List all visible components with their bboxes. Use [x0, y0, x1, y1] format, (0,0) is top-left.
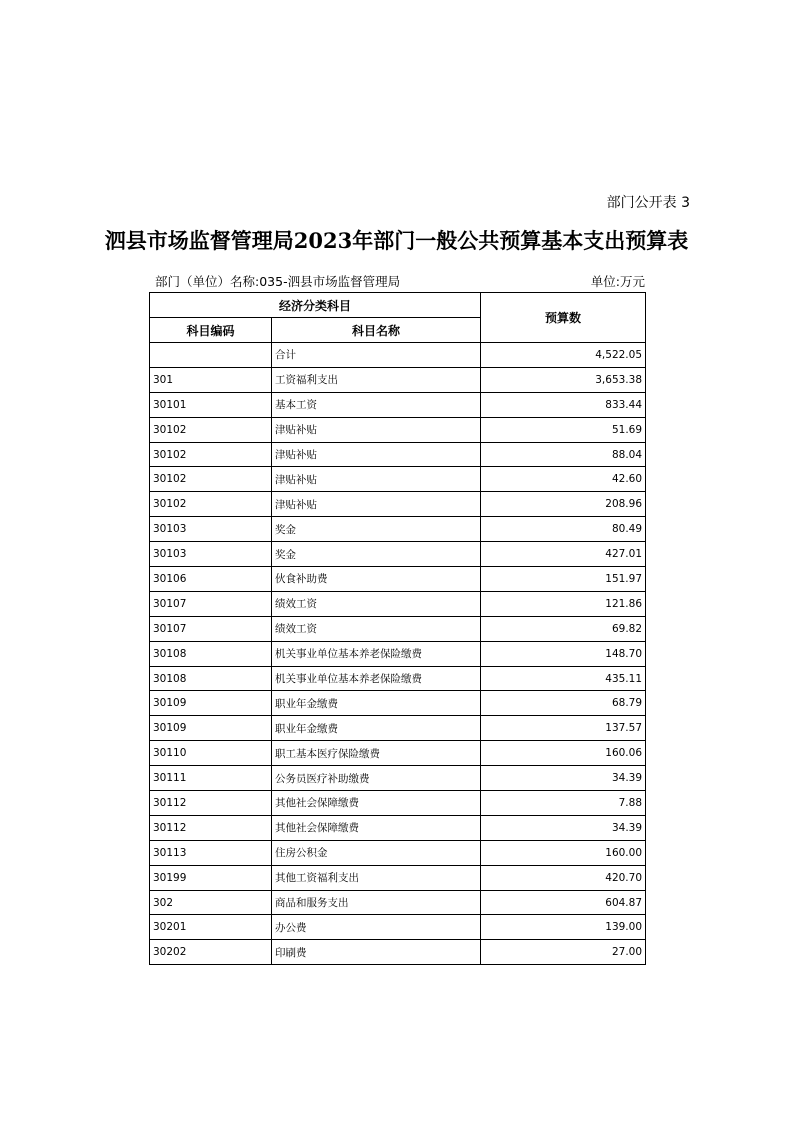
- table-row: [150, 766, 646, 791]
- code-cell: 30108: [150, 666, 272, 691]
- table-row: [150, 392, 646, 417]
- code-cell: 30108: [150, 641, 272, 666]
- table-row: [150, 616, 646, 641]
- table-row: [150, 343, 646, 368]
- name-cell: 合计: [272, 343, 481, 368]
- table-row: [150, 741, 646, 766]
- code-cell: 30107: [150, 591, 272, 616]
- name-cell: 伙食补助费: [272, 567, 481, 592]
- table-row: [150, 666, 646, 691]
- code-cell: 30103: [150, 517, 272, 542]
- name-cell: 津贴补贴: [272, 442, 481, 467]
- amount-cell: 139.00: [481, 915, 646, 940]
- amount-cell: 34.39: [481, 815, 646, 840]
- name-cell: 奖金: [272, 517, 481, 542]
- table-row: [150, 442, 646, 467]
- amount-cell: 137.57: [481, 716, 646, 741]
- budget-table: [149, 292, 646, 965]
- amount-cell: 69.82: [481, 616, 646, 641]
- code-cell: 30201: [150, 915, 272, 940]
- code-cell: 30102: [150, 467, 272, 492]
- page-title: 泗县市场监督管理局2023年部门一般公共预算基本支出预算表: [104, 228, 689, 253]
- name-cell: 工资福利支出: [272, 367, 481, 392]
- name-cell: 津贴补贴: [272, 467, 481, 492]
- amount-cell: 80.49: [481, 517, 646, 542]
- name-cell: 其他社会保障缴费: [272, 791, 481, 816]
- name-cell: 津贴补贴: [272, 492, 481, 517]
- name-cell: 机关事业单位基本养老保险缴费: [272, 641, 481, 666]
- name-cell: 绩效工资: [272, 616, 481, 641]
- name-cell: 职业年金缴费: [272, 691, 481, 716]
- name-cell: 印刷费: [272, 940, 481, 965]
- name-cell: 办公费: [272, 915, 481, 940]
- code-cell: 30102: [150, 442, 272, 467]
- table-row: [150, 865, 646, 890]
- code-cell: 30106: [150, 567, 272, 592]
- table-row: [150, 517, 646, 542]
- name-cell: 职工基本医疗保险缴费: [272, 741, 481, 766]
- amount-cell: 151.97: [481, 567, 646, 592]
- budget-table-body: [150, 343, 646, 965]
- unit-label: 单位:万元: [590, 274, 645, 289]
- code-cell: 30107: [150, 616, 272, 641]
- table-row: [150, 815, 646, 840]
- name-cell: 其他工资福利支出: [272, 865, 481, 890]
- amount-cell: 27.00: [481, 940, 646, 965]
- code-cell: 30102: [150, 492, 272, 517]
- table-row: [150, 492, 646, 517]
- code-cell: 30111: [150, 766, 272, 791]
- name-cell: 公务员医疗补助缴费: [272, 766, 481, 791]
- amount-cell: 68.79: [481, 691, 646, 716]
- amount-cell: 3,653.38: [481, 367, 646, 392]
- header-category: 经济分类科目: [150, 293, 481, 318]
- table-row: [150, 915, 646, 940]
- name-cell: 商品和服务支出: [272, 890, 481, 915]
- header-code: 科目编码: [150, 318, 272, 343]
- table-row: [150, 591, 646, 616]
- code-cell: 301: [150, 367, 272, 392]
- code-cell: 30109: [150, 691, 272, 716]
- department-name: 部门（单位）名称:035-泗县市场监督管理局: [155, 274, 401, 289]
- amount-cell: 51.69: [481, 417, 646, 442]
- name-cell: 住房公积金: [272, 840, 481, 865]
- table-row: [150, 691, 646, 716]
- name-cell: 其他社会保障缴费: [272, 815, 481, 840]
- code-cell: 30110: [150, 741, 272, 766]
- code-cell: 30113: [150, 840, 272, 865]
- name-cell: 绩效工资: [272, 591, 481, 616]
- amount-cell: 88.04: [481, 442, 646, 467]
- code-cell: 30103: [150, 542, 272, 567]
- amount-cell: 833.44: [481, 392, 646, 417]
- header-amount: 预算数: [481, 293, 646, 343]
- amount-cell: 4,522.05: [481, 343, 646, 368]
- table-row: [150, 940, 646, 965]
- header-name: 科目名称: [272, 318, 481, 343]
- amount-cell: 7.88: [481, 791, 646, 816]
- code-cell: 30109: [150, 716, 272, 741]
- amount-cell: 148.70: [481, 641, 646, 666]
- name-cell: 基本工资: [272, 392, 481, 417]
- table-row: [150, 716, 646, 741]
- amount-cell: 427.01: [481, 542, 646, 567]
- amount-cell: 435.11: [481, 666, 646, 691]
- amount-cell: 160.00: [481, 840, 646, 865]
- code-cell: 30199: [150, 865, 272, 890]
- name-cell: 奖金: [272, 542, 481, 567]
- table-row: [150, 641, 646, 666]
- code-cell: 30101: [150, 392, 272, 417]
- code-cell: 30202: [150, 940, 272, 965]
- code-cell: [150, 343, 272, 368]
- amount-cell: 34.39: [481, 766, 646, 791]
- name-cell: 职业年金缴费: [272, 716, 481, 741]
- table-row: [150, 791, 646, 816]
- amount-cell: 42.60: [481, 467, 646, 492]
- table-meta: [155, 272, 645, 290]
- code-cell: 302: [150, 890, 272, 915]
- amount-cell: 208.96: [481, 492, 646, 517]
- name-cell: 机关事业单位基本养老保险缴费: [272, 666, 481, 691]
- amount-cell: 420.70: [481, 865, 646, 890]
- table-row: [150, 542, 646, 567]
- table-label: 部门公开表 3: [606, 195, 690, 211]
- table-row: [150, 417, 646, 442]
- amount-cell: 121.86: [481, 591, 646, 616]
- table-row: [150, 367, 646, 392]
- table-row: [150, 890, 646, 915]
- table-row: [150, 467, 646, 492]
- name-cell: 津贴补贴: [272, 417, 481, 442]
- table-row: [150, 840, 646, 865]
- table-row: [150, 567, 646, 592]
- code-cell: 30102: [150, 417, 272, 442]
- code-cell: 30112: [150, 791, 272, 816]
- amount-cell: 604.87: [481, 890, 646, 915]
- amount-cell: 160.06: [481, 741, 646, 766]
- code-cell: 30112: [150, 815, 272, 840]
